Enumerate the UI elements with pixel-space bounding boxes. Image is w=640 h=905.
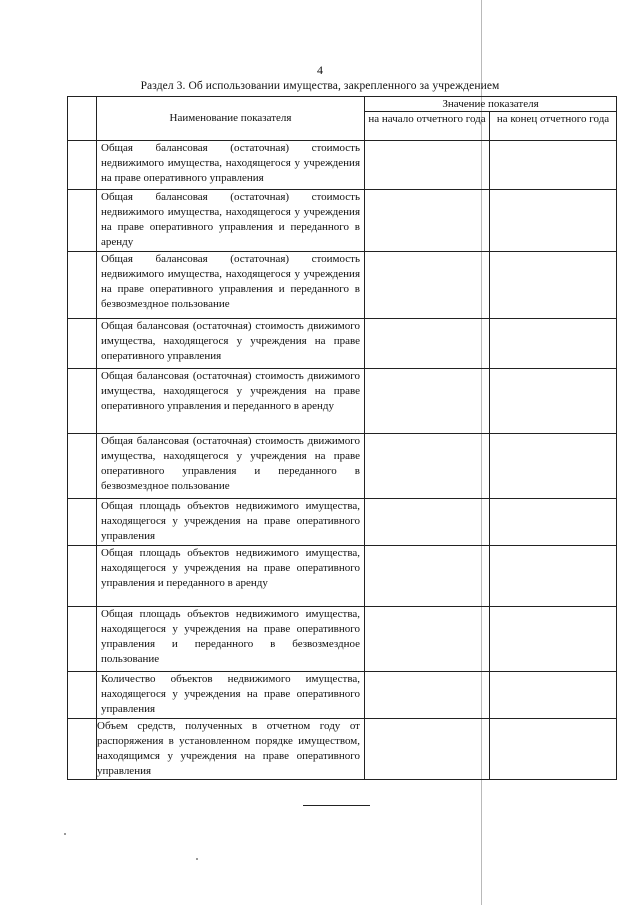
row-stub-cell [68, 319, 97, 369]
table-row [68, 499, 617, 546]
row-stub-cell [68, 672, 97, 719]
row-value-start[interactable] [365, 607, 490, 672]
row-value-end[interactable] [490, 499, 617, 546]
row-value-end[interactable] [490, 190, 617, 252]
row-indicator-name: Общая площадь объектов недвижимого имущества, находящегося у учреждения на праве оперативного управления и переданного в безвозмездное пользование [97, 607, 365, 672]
row-value-end[interactable] [490, 546, 617, 607]
row-value-start[interactable] [365, 546, 490, 607]
section-title: Раздел 3. Об использовании имущества, закрепленного за учреждением [140, 80, 500, 92]
row-indicator-name: Общая площадь объектов недвижимого имущества, находящегося у учреждения на праве оперативного управления [97, 499, 365, 546]
header-indicator-value: Значение показателя [365, 97, 617, 112]
row-value-start[interactable] [365, 672, 490, 719]
end-of-section-line [303, 805, 370, 806]
row-stub-cell [68, 190, 97, 252]
row-indicator-name: Общая балансовая (остаточная) стоимость недвижимого имущества, находящегося у учреждения на праве оперативного управления [97, 141, 365, 190]
row-indicator-name: Общая балансовая (остаточная) стоимость движимого имущества, находящегося у учреждения на праве оперативного управления и переданного в аренду [97, 369, 365, 434]
table-row [68, 252, 617, 319]
row-value-end[interactable] [490, 672, 617, 719]
row-stub-cell [68, 252, 97, 319]
row-value-end[interactable] [490, 607, 617, 672]
row-indicator-name: Объем средств, полученных в отчетном году от распоряжения в установленном порядке имуществом, находящимся у учреждения на праве оперативного управления [97, 719, 365, 780]
table-header-row [68, 97, 617, 112]
header-stub-cell [68, 97, 97, 141]
row-value-start[interactable] [365, 719, 490, 780]
row-value-start[interactable] [365, 499, 490, 546]
header-indicator-name: Наименование показателя [97, 97, 365, 141]
row-indicator-name: Количество объектов недвижимого имущества, находящегося у учреждения на праве оперативного управления [97, 672, 365, 719]
row-indicator-name: Общая балансовая (остаточная) стоимость движимого имущества, находящегося у учреждения на праве оперативного управления и переданного в безвозмездное пользование [97, 434, 365, 499]
row-stub-cell [68, 369, 97, 434]
table-row [68, 719, 617, 780]
row-value-start[interactable] [365, 190, 490, 252]
scan-speck [64, 833, 66, 835]
row-stub-cell [68, 607, 97, 672]
header-period-start: на начало отчетного года [365, 112, 490, 141]
table-row [68, 434, 617, 499]
table-row [68, 319, 617, 369]
row-indicator-name: Общая балансовая (остаточная) стоимость движимого имущества, находящегося у учреждения на праве оперативного управления [97, 319, 365, 369]
row-stub-cell [68, 499, 97, 546]
header-period-end: на конец отчетного года [490, 112, 617, 141]
table-row [68, 141, 617, 190]
page-number: 4 [317, 63, 323, 77]
row-indicator-name: Общая балансовая (остаточная) стоимость недвижимого имущества, находящегося у учреждения на праве оперативного управления и переданного в безвозмездное пользование [97, 252, 365, 319]
table-row [68, 607, 617, 672]
row-value-start[interactable] [365, 434, 490, 499]
row-value-end[interactable] [490, 319, 617, 369]
row-value-end[interactable] [490, 141, 617, 190]
row-value-end[interactable] [490, 369, 617, 434]
row-value-end[interactable] [490, 252, 617, 319]
row-value-start[interactable] [365, 369, 490, 434]
table-row [68, 672, 617, 719]
row-stub-cell [68, 141, 97, 190]
row-stub-cell [68, 434, 97, 499]
row-indicator-name: Общая площадь объектов недвижимого имущества, находящегося у учреждения на праве оперативного управления и переданного в аренду [97, 546, 365, 607]
row-value-end[interactable] [490, 434, 617, 499]
row-value-start[interactable] [365, 141, 490, 190]
row-stub-cell [68, 719, 97, 780]
table-row [68, 546, 617, 607]
table-row [68, 369, 617, 434]
row-value-end[interactable] [490, 719, 617, 780]
property-usage-table [67, 96, 617, 780]
row-value-start[interactable] [365, 252, 490, 319]
row-stub-cell [68, 546, 97, 607]
row-indicator-name: Общая балансовая (остаточная) стоимость недвижимого имущества, находящегося у учреждения на праве оперативного управления и переданного в аренду [97, 190, 365, 252]
row-value-start[interactable] [365, 319, 490, 369]
table-row [68, 190, 617, 252]
scan-speck [196, 858, 198, 860]
